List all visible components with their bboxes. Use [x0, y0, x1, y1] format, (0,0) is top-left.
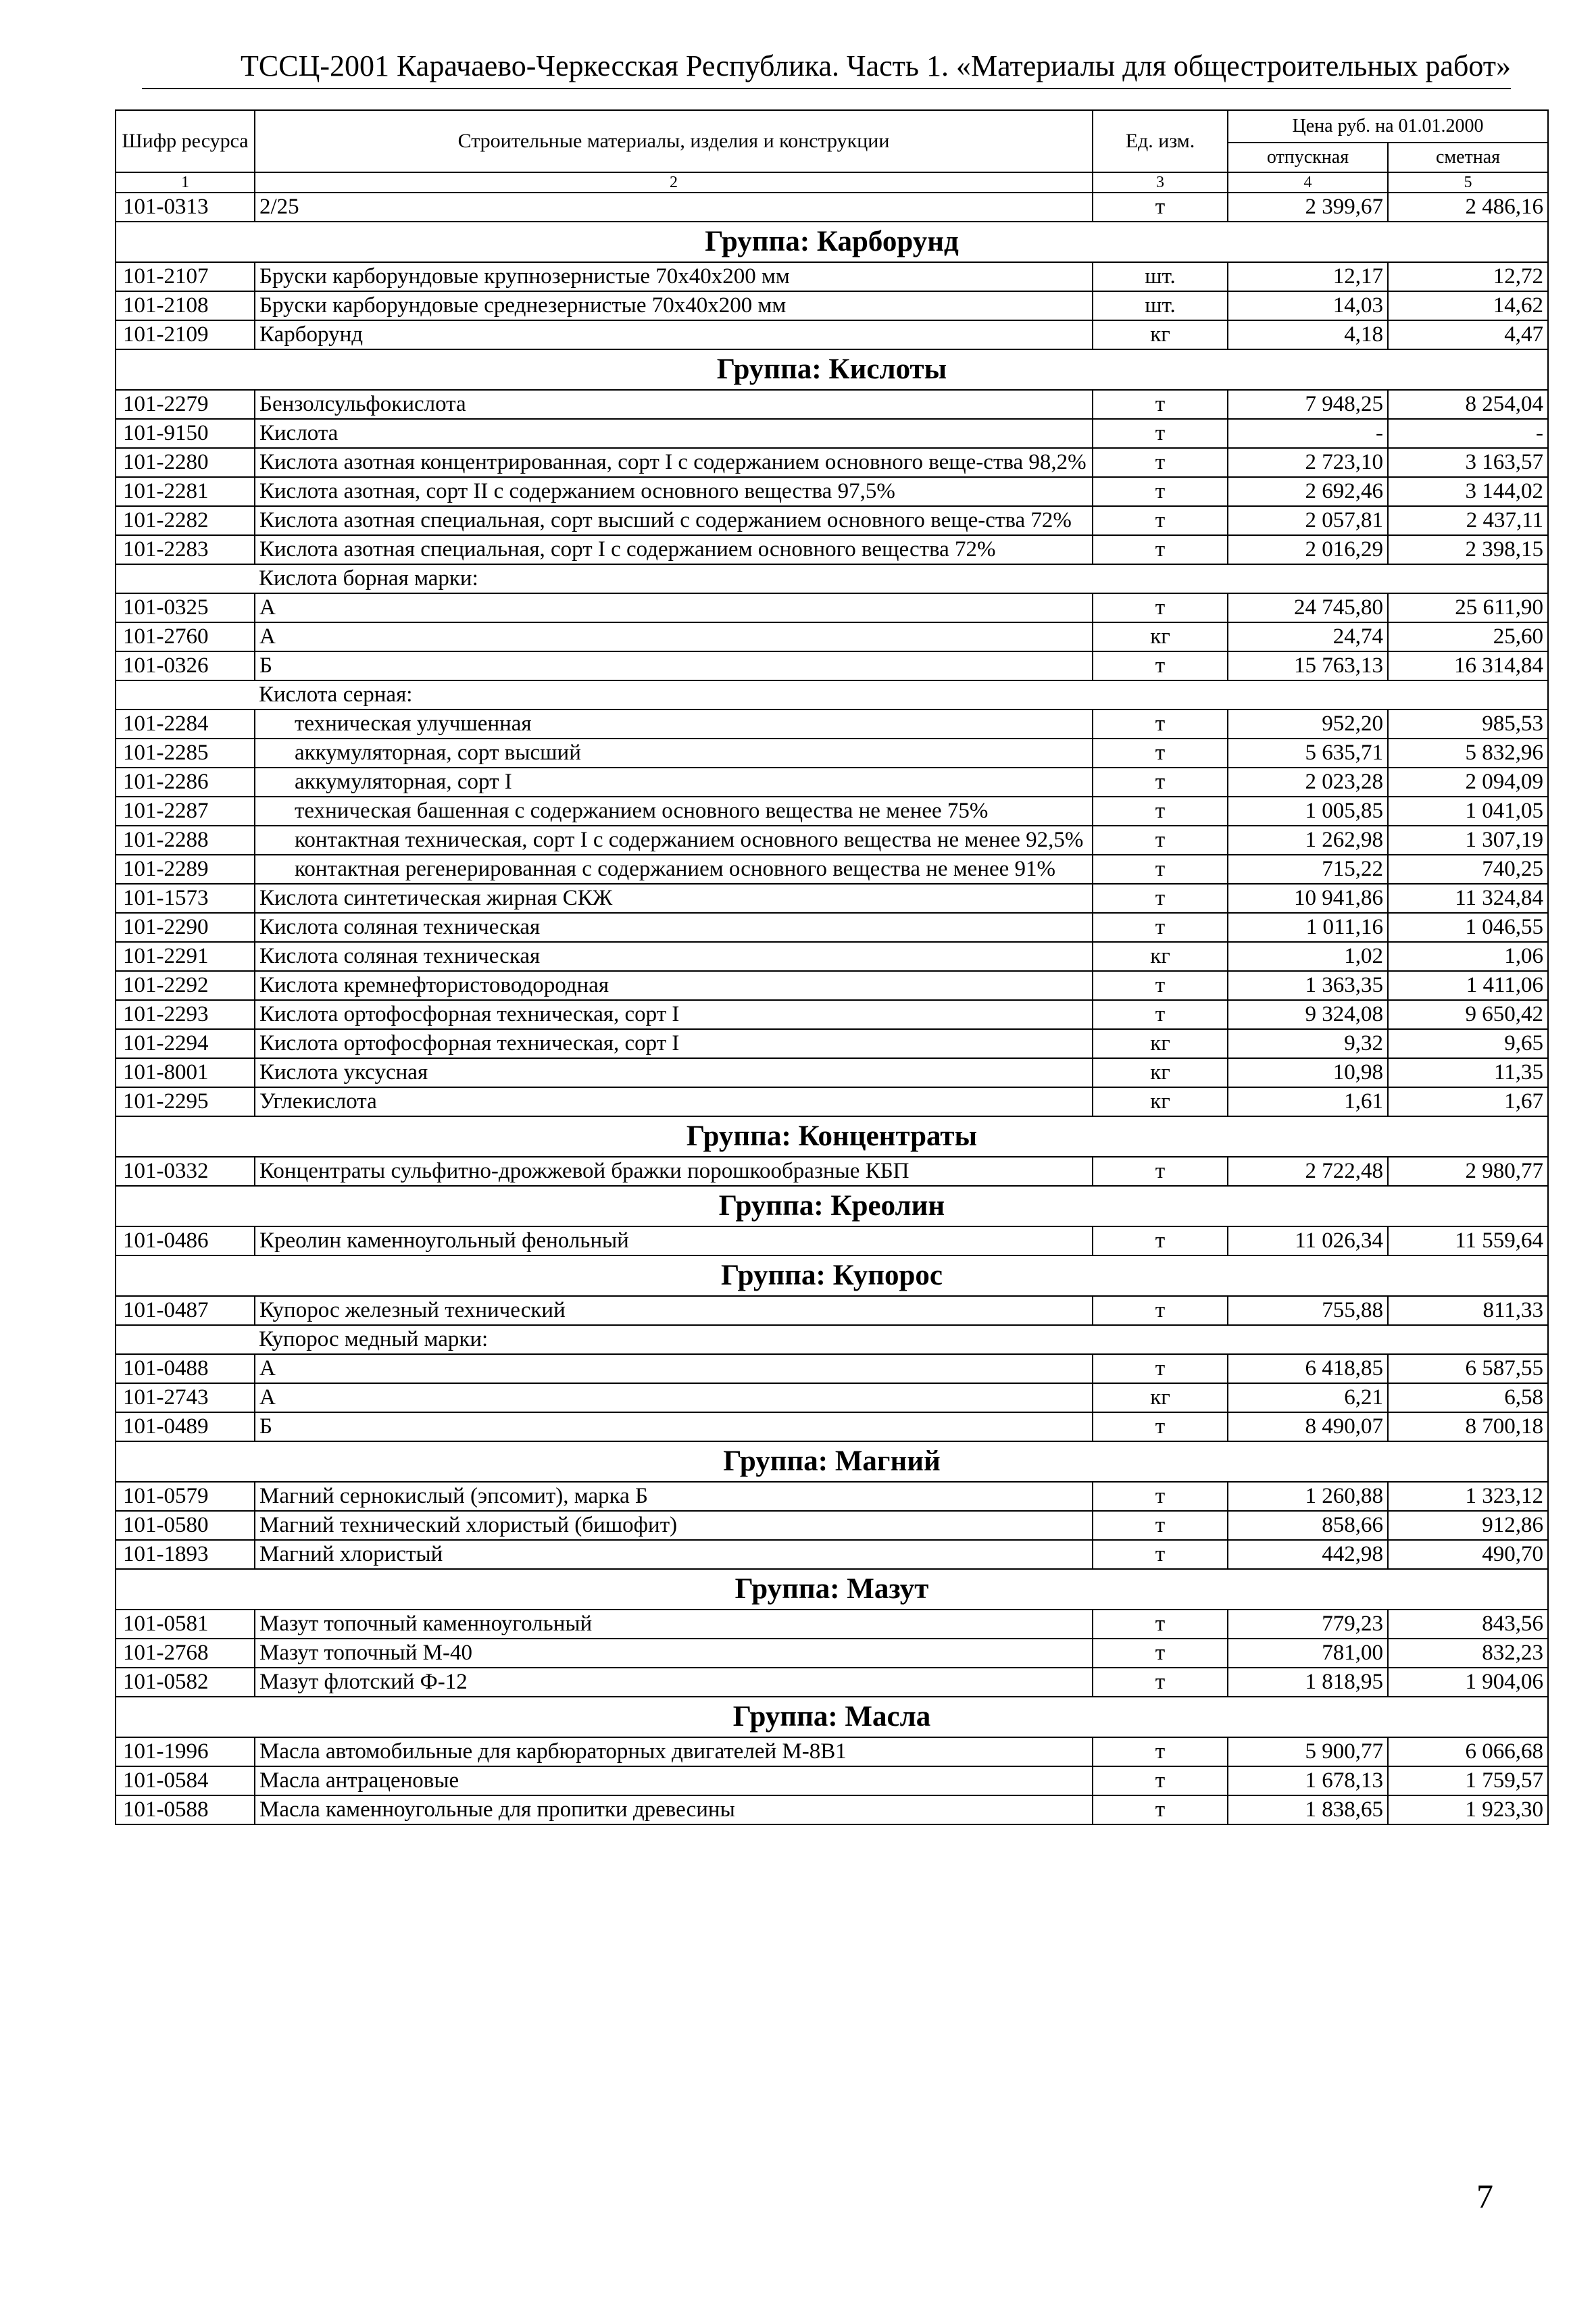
cell-name: аккумуляторная, сорт высший: [255, 739, 1093, 768]
cell-code: 101-0580: [116, 1511, 255, 1540]
cell-release-price: 1,02: [1228, 942, 1388, 971]
cell-estimate-price: 9 650,42: [1388, 1000, 1548, 1029]
cell-release-price: 2 057,81: [1228, 506, 1388, 535]
cell-code: 101-2279: [116, 390, 255, 419]
table-row: [116, 739, 1548, 768]
cell-code: 101-0588: [116, 1795, 255, 1824]
cell-release-price: 715,22: [1228, 855, 1388, 884]
cell-unit: т: [1093, 1511, 1228, 1540]
cell-name: Кислота уксусная: [255, 1058, 1093, 1087]
col-header-estimate: сметная: [1388, 143, 1548, 172]
cell-estimate-price: 2 980,77: [1388, 1157, 1548, 1186]
cell-name: Креолин каменноугольный фенольный: [255, 1226, 1093, 1255]
cell-release-price: 2 722,48: [1228, 1157, 1388, 1186]
table-row: [116, 1795, 1548, 1824]
cell-code: 101-2109: [116, 320, 255, 349]
group-title: Группа: Купорос: [116, 1255, 1548, 1296]
group-header-row: [116, 1186, 1548, 1226]
cell-unit: т: [1093, 884, 1228, 913]
cell-name: Купорос железный технический: [255, 1296, 1093, 1325]
table-row: [116, 1511, 1548, 1540]
table-row: [116, 1737, 1548, 1766]
cell-release-price: 11 026,34: [1228, 1226, 1388, 1255]
cell-estimate-price: 1 041,05: [1388, 797, 1548, 826]
cell-name: Б: [255, 1412, 1093, 1441]
cell-estimate-price: 1 904,06: [1388, 1668, 1548, 1697]
cell-release-price: 10 941,86: [1228, 884, 1388, 913]
cell-unit: т: [1093, 1610, 1228, 1639]
cell-unit: кг: [1093, 1087, 1228, 1116]
cell-name: Мазут флотский Ф-12: [255, 1668, 1093, 1697]
cell-code: 101-2291: [116, 942, 255, 971]
table-row: [116, 797, 1548, 826]
cell-unit: т: [1093, 768, 1228, 797]
cell-estimate-price: 1 323,12: [1388, 1482, 1548, 1511]
cell-estimate-price: 2 437,11: [1388, 506, 1548, 535]
cell-empty: [116, 564, 255, 593]
cell-release-price: 1 005,85: [1228, 797, 1388, 826]
cell-release-price: 1 011,16: [1228, 913, 1388, 942]
group-header-row: [116, 1441, 1548, 1482]
cell-name: Мазут топочный каменноугольный: [255, 1610, 1093, 1639]
table-row: [116, 1610, 1548, 1639]
cell-unit: т: [1093, 855, 1228, 884]
cell-code: 101-1893: [116, 1540, 255, 1569]
cell-estimate-price: 985,53: [1388, 710, 1548, 739]
table-row: [116, 1639, 1548, 1668]
group-header-row: [116, 1569, 1548, 1610]
cell-unit: т: [1093, 448, 1228, 477]
cell-name: Магний технический хлористый (бишофит): [255, 1511, 1093, 1540]
table-row: [116, 1296, 1548, 1325]
cell-name: Масла автомобильные для карбюраторных двигателей М-8В1: [255, 1737, 1093, 1766]
cell-estimate-price: 9,65: [1388, 1029, 1548, 1058]
cell-code: 101-0326: [116, 651, 255, 680]
table-row: [116, 971, 1548, 1000]
cell-name: контактная регенерированная с содержанием основного вещества не менее 91%: [255, 855, 1093, 884]
cell-estimate-price: 1 307,19: [1388, 826, 1548, 855]
table-row: [116, 506, 1548, 535]
cell-name: Кислота кремнефтористоводородная: [255, 971, 1093, 1000]
cell-unit: т: [1093, 419, 1228, 448]
cell-release-price: 6 418,85: [1228, 1354, 1388, 1383]
table-row: [116, 710, 1548, 739]
cell-release-price: 1 818,95: [1228, 1668, 1388, 1697]
cell-release-price: 779,23: [1228, 1610, 1388, 1639]
cell-name: Мазут топочный М-40: [255, 1639, 1093, 1668]
cell-estimate-price: -: [1388, 419, 1548, 448]
price-table: [115, 109, 1549, 1825]
cell-code: 101-2283: [116, 535, 255, 564]
cell-code: 101-0584: [116, 1766, 255, 1795]
cell-code: 101-9150: [116, 419, 255, 448]
col-number-2: 2: [255, 172, 1093, 193]
cell-estimate-price: 2 398,15: [1388, 535, 1548, 564]
table-body: [116, 193, 1548, 1824]
cell-estimate-price: 11 559,64: [1388, 1226, 1548, 1255]
cell-estimate-price: 1 759,57: [1388, 1766, 1548, 1795]
cell-unit: т: [1093, 1482, 1228, 1511]
cell-unit: кг: [1093, 320, 1228, 349]
cell-name: Масла каменноугольные для пропитки древесины: [255, 1795, 1093, 1824]
table-row: [116, 1226, 1548, 1255]
cell-estimate-price: 8 254,04: [1388, 390, 1548, 419]
cell-estimate-price: 3 163,57: [1388, 448, 1548, 477]
cell-unit: т: [1093, 506, 1228, 535]
subheader-label: Кислота серная:: [255, 680, 1548, 710]
table-row: [116, 942, 1548, 971]
cell-empty: [116, 680, 255, 710]
cell-unit: т: [1093, 1000, 1228, 1029]
cell-unit: т: [1093, 1668, 1228, 1697]
cell-unit: т: [1093, 1354, 1228, 1383]
group-header-row: [116, 349, 1548, 390]
cell-estimate-price: 2 094,09: [1388, 768, 1548, 797]
cell-code: 101-0487: [116, 1296, 255, 1325]
table-row: [116, 622, 1548, 651]
cell-code: 101-0313: [116, 193, 255, 222]
cell-estimate-price: 5 832,96: [1388, 739, 1548, 768]
cell-name: А: [255, 622, 1093, 651]
table-row: [116, 593, 1548, 622]
table-row: [116, 1766, 1548, 1795]
cell-release-price: 2 016,29: [1228, 535, 1388, 564]
cell-name: техническая улучшенная: [255, 710, 1093, 739]
cell-release-price: 755,88: [1228, 1296, 1388, 1325]
group-title: Группа: Концентраты: [116, 1116, 1548, 1157]
page-header-title: ТССЦ-2001 Карачаево-Черкесская Республика. Часть 1. «Материалы для общестроительных работ»: [241, 49, 1511, 82]
cell-unit: т: [1093, 477, 1228, 506]
cell-code: 101-2743: [116, 1383, 255, 1412]
table-row: [116, 1354, 1548, 1383]
cell-code: 101-2282: [116, 506, 255, 535]
cell-code: 101-2289: [116, 855, 255, 884]
cell-code: 101-2294: [116, 1029, 255, 1058]
cell-estimate-price: 14,62: [1388, 291, 1548, 320]
cell-name: техническая башенная с содержанием основного вещества не менее 75%: [255, 797, 1093, 826]
table-row: [116, 1157, 1548, 1186]
cell-code: 101-2286: [116, 768, 255, 797]
cell-name: Кислота соляная техническая: [255, 913, 1093, 942]
cell-release-price: 24,74: [1228, 622, 1388, 651]
group-title: Группа: Карборунд: [116, 222, 1548, 262]
cell-code: 101-2293: [116, 1000, 255, 1029]
cell-unit: т: [1093, 913, 1228, 942]
table-row: [116, 1482, 1548, 1511]
cell-release-price: 8 490,07: [1228, 1412, 1388, 1441]
cell-unit: т: [1093, 1226, 1228, 1255]
table-row: [116, 768, 1548, 797]
cell-name: Бензолсульфокислота: [255, 390, 1093, 419]
cell-name: 2/25: [255, 193, 1093, 222]
group-title: Группа: Магний: [116, 1441, 1548, 1482]
cell-estimate-price: 4,47: [1388, 320, 1548, 349]
cell-code: 101-1573: [116, 884, 255, 913]
cell-code: 101-0582: [116, 1668, 255, 1697]
table-row: [116, 535, 1548, 564]
cell-release-price: 2 023,28: [1228, 768, 1388, 797]
cell-name: Магний хлористый: [255, 1540, 1093, 1569]
table-row: [116, 448, 1548, 477]
cell-release-price: 2 399,67: [1228, 193, 1388, 222]
cell-estimate-price: 912,86: [1388, 1511, 1548, 1540]
cell-release-price: 1,61: [1228, 1087, 1388, 1116]
table-row: [116, 1668, 1548, 1697]
cell-unit: кг: [1093, 622, 1228, 651]
cell-unit: кг: [1093, 1058, 1228, 1087]
cell-release-price: 10,98: [1228, 1058, 1388, 1087]
cell-name: Кислота ортофосфорная техническая, сорт I: [255, 1029, 1093, 1058]
subheader-label: Кислота борная марки:: [255, 564, 1548, 593]
cell-name: аккумуляторная, сорт I: [255, 768, 1093, 797]
cell-name: Кислота азотная, сорт II с содержанием основного вещества 97,5%: [255, 477, 1093, 506]
header-rule: [142, 88, 1511, 89]
cell-code: 101-0488: [116, 1354, 255, 1383]
cell-estimate-price: 740,25: [1388, 855, 1548, 884]
cell-release-price: 5 900,77: [1228, 1737, 1388, 1766]
page-number: 7: [1476, 2177, 1493, 2215]
group-title: Группа: Креолин: [116, 1186, 1548, 1226]
cell-name: Кислота азотная концентрированная, сорт I с содержанием основного веще-ства 98,2%: [255, 448, 1093, 477]
cell-name: А: [255, 1354, 1093, 1383]
table-row: [116, 291, 1548, 320]
cell-estimate-price: 6 587,55: [1388, 1354, 1548, 1383]
cell-release-price: 9 324,08: [1228, 1000, 1388, 1029]
cell-name: контактная техническая, сорт I с содержанием основного вещества не менее 92,5%: [255, 826, 1093, 855]
cell-estimate-price: 6,58: [1388, 1383, 1548, 1412]
cell-estimate-price: 843,56: [1388, 1610, 1548, 1639]
cell-unit: т: [1093, 593, 1228, 622]
cell-release-price: 2 723,10: [1228, 448, 1388, 477]
cell-name: Бруски карборундовые среднезернистые 70х40х200 мм: [255, 291, 1093, 320]
cell-release-price: 12,17: [1228, 262, 1388, 291]
table-row: [116, 1383, 1548, 1412]
group-header-row: [116, 1116, 1548, 1157]
cell-unit: т: [1093, 651, 1228, 680]
cell-code: 101-0579: [116, 1482, 255, 1511]
cell-estimate-price: 6 066,68: [1388, 1737, 1548, 1766]
table-row: [116, 1087, 1548, 1116]
table-row: [116, 262, 1548, 291]
cell-release-price: 14,03: [1228, 291, 1388, 320]
cell-code: 101-2281: [116, 477, 255, 506]
table-row: [116, 826, 1548, 855]
cell-unit: т: [1093, 1540, 1228, 1569]
table-row: [116, 193, 1548, 222]
table-row: [116, 651, 1548, 680]
cell-code: 101-2290: [116, 913, 255, 942]
cell-estimate-price: 12,72: [1388, 262, 1548, 291]
cell-code: 101-2280: [116, 448, 255, 477]
cell-code: 101-2107: [116, 262, 255, 291]
cell-unit: шт.: [1093, 291, 1228, 320]
cell-release-price: 858,66: [1228, 1511, 1388, 1540]
table-row: [116, 1412, 1548, 1441]
cell-unit: шт.: [1093, 262, 1228, 291]
table-row: [116, 1540, 1548, 1569]
cell-name: Бруски карборундовые крупнозернистые 70х40х200 мм: [255, 262, 1093, 291]
cell-name: Кислота ортофосфорная техническая, сорт I: [255, 1000, 1093, 1029]
col-header-price: Цена руб. на 01.01.2000: [1228, 110, 1548, 143]
cell-estimate-price: 1 923,30: [1388, 1795, 1548, 1824]
cell-unit: кг: [1093, 1029, 1228, 1058]
cell-unit: т: [1093, 1639, 1228, 1668]
cell-name: Кислота азотная специальная, сорт высший с содержанием основного веще-ства 72%: [255, 506, 1093, 535]
cell-estimate-price: 811,33: [1388, 1296, 1548, 1325]
cell-release-price: -: [1228, 419, 1388, 448]
col-number-4: 4: [1228, 172, 1388, 193]
cell-code: 101-2292: [116, 971, 255, 1000]
col-number-1: 1: [116, 172, 255, 193]
cell-unit: т: [1093, 1412, 1228, 1441]
cell-release-price: 781,00: [1228, 1639, 1388, 1668]
cell-estimate-price: 11 324,84: [1388, 884, 1548, 913]
cell-estimate-price: 25,60: [1388, 622, 1548, 651]
table-row: [116, 884, 1548, 913]
table-row: [116, 1000, 1548, 1029]
cell-name: Концентраты сульфитно-дрожжевой бражки порошкообразные КБП: [255, 1157, 1093, 1186]
cell-release-price: 15 763,13: [1228, 651, 1388, 680]
cell-release-price: 1 363,35: [1228, 971, 1388, 1000]
cell-code: 101-2295: [116, 1087, 255, 1116]
table-row: [116, 1058, 1548, 1087]
col-header-unit: Ед. изм.: [1093, 110, 1228, 172]
cell-unit: т: [1093, 535, 1228, 564]
subheader-row: [116, 1325, 1548, 1354]
cell-code: 101-1996: [116, 1737, 255, 1766]
cell-release-price: 2 692,46: [1228, 477, 1388, 506]
cell-name: Кислота синтетическая жирная СКЖ: [255, 884, 1093, 913]
cell-code: 101-2288: [116, 826, 255, 855]
cell-code: 101-2768: [116, 1639, 255, 1668]
cell-release-price: 1 260,88: [1228, 1482, 1388, 1511]
cell-code: 101-2284: [116, 710, 255, 739]
col-header-code: Шифр ресурса: [116, 110, 255, 172]
cell-release-price: 5 635,71: [1228, 739, 1388, 768]
cell-release-price: 1 262,98: [1228, 826, 1388, 855]
group-header-row: [116, 1697, 1548, 1737]
cell-release-price: 6,21: [1228, 1383, 1388, 1412]
cell-estimate-price: 1,67: [1388, 1087, 1548, 1116]
group-title: Группа: Мазут: [116, 1569, 1548, 1610]
cell-release-price: 4,18: [1228, 320, 1388, 349]
cell-name: Углекислота: [255, 1087, 1093, 1116]
cell-release-price: 24 745,80: [1228, 593, 1388, 622]
cell-estimate-price: 11,35: [1388, 1058, 1548, 1087]
cell-estimate-price: 832,23: [1388, 1639, 1548, 1668]
cell-code: 101-2108: [116, 291, 255, 320]
cell-unit: т: [1093, 1795, 1228, 1824]
cell-code: 101-0489: [116, 1412, 255, 1441]
cell-name: Масла антраценовые: [255, 1766, 1093, 1795]
cell-name: Кислота азотная специальная, сорт I с содержанием основного вещества 72%: [255, 535, 1093, 564]
col-number-3: 3: [1093, 172, 1228, 193]
table-row: [116, 390, 1548, 419]
cell-code: 101-2285: [116, 739, 255, 768]
col-header-release: отпускная: [1228, 143, 1388, 172]
cell-unit: т: [1093, 390, 1228, 419]
cell-unit: т: [1093, 1296, 1228, 1325]
cell-code: 101-0486: [116, 1226, 255, 1255]
cell-release-price: 7 948,25: [1228, 390, 1388, 419]
cell-unit: кг: [1093, 1383, 1228, 1412]
cell-unit: т: [1093, 826, 1228, 855]
cell-estimate-price: 16 314,84: [1388, 651, 1548, 680]
cell-unit: т: [1093, 739, 1228, 768]
cell-name: А: [255, 593, 1093, 622]
cell-estimate-price: 490,70: [1388, 1540, 1548, 1569]
cell-name: Кислота соляная техническая: [255, 942, 1093, 971]
cell-name: Карборунд: [255, 320, 1093, 349]
col-header-name: Строительные материалы, изделия и конструкции: [255, 110, 1093, 172]
table-row: [116, 320, 1548, 349]
cell-estimate-price: 1,06: [1388, 942, 1548, 971]
cell-unit: т: [1093, 1737, 1228, 1766]
cell-code: 101-0581: [116, 1610, 255, 1639]
cell-unit: т: [1093, 971, 1228, 1000]
table-row: [116, 1029, 1548, 1058]
cell-estimate-price: 8 700,18: [1388, 1412, 1548, 1441]
cell-code: 101-8001: [116, 1058, 255, 1087]
cell-code: 101-2287: [116, 797, 255, 826]
cell-code: 101-2760: [116, 622, 255, 651]
cell-release-price: 9,32: [1228, 1029, 1388, 1058]
group-title: Группа: Масла: [116, 1697, 1548, 1737]
cell-estimate-price: 2 486,16: [1388, 193, 1548, 222]
col-number-5: 5: [1388, 172, 1548, 193]
cell-name: Б: [255, 651, 1093, 680]
cell-unit: т: [1093, 1766, 1228, 1795]
table-row: [116, 477, 1548, 506]
cell-release-price: 1 838,65: [1228, 1795, 1388, 1824]
cell-release-price: 442,98: [1228, 1540, 1388, 1569]
cell-estimate-price: 25 611,90: [1388, 593, 1548, 622]
subheader-row: [116, 680, 1548, 710]
cell-release-price: 1 678,13: [1228, 1766, 1388, 1795]
cell-unit: т: [1093, 193, 1228, 222]
group-header-row: [116, 1255, 1548, 1296]
group-header-row: [116, 222, 1548, 262]
cell-release-price: 952,20: [1228, 710, 1388, 739]
cell-unit: т: [1093, 797, 1228, 826]
cell-unit: т: [1093, 710, 1228, 739]
cell-name: Кислота: [255, 419, 1093, 448]
cell-name: А: [255, 1383, 1093, 1412]
table-row: [116, 913, 1548, 942]
cell-unit: кг: [1093, 942, 1228, 971]
cell-empty: [116, 1325, 255, 1354]
table-row: [116, 855, 1548, 884]
subheader-row: [116, 564, 1548, 593]
cell-code: 101-0332: [116, 1157, 255, 1186]
group-title: Группа: Кислоты: [116, 349, 1548, 390]
cell-unit: т: [1093, 1157, 1228, 1186]
cell-code: 101-0325: [116, 593, 255, 622]
cell-estimate-price: 1 411,06: [1388, 971, 1548, 1000]
cell-estimate-price: 3 144,02: [1388, 477, 1548, 506]
table-row: [116, 419, 1548, 448]
cell-name: Магний сернокислый (эпсомит), марка Б: [255, 1482, 1093, 1511]
cell-estimate-price: 1 046,55: [1388, 913, 1548, 942]
subheader-label: Купорос медный марки:: [255, 1325, 1548, 1354]
